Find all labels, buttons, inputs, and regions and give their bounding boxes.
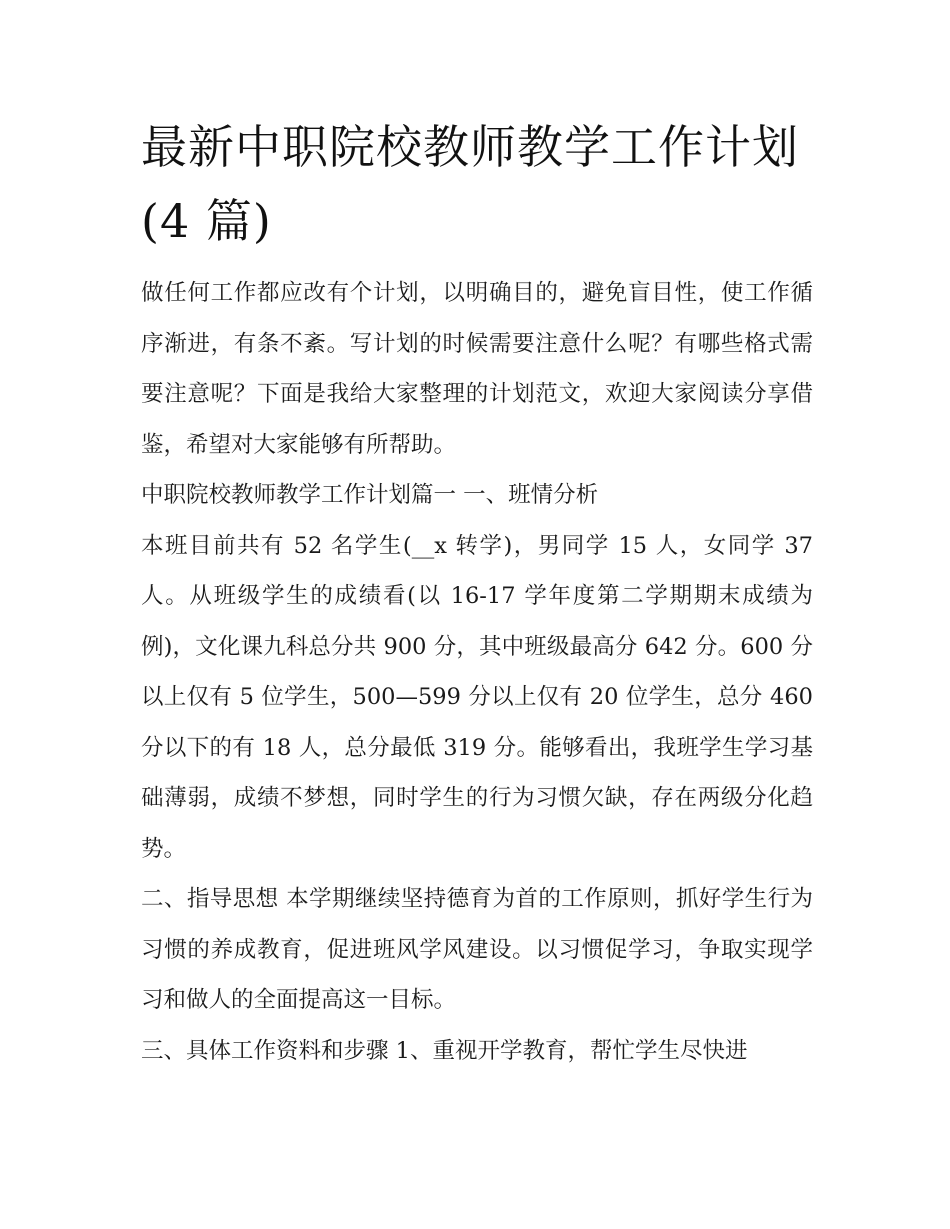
paragraph-class-analysis: 本班目前共有 52 名学生(__x 转学)，男同学 15 人，女同学 37 人。从班级学生的成绩看(以 16-17 学年度第二学期期末成绩为例)，文化课九科总分共 900 分，其中班级最高分 642 分。600 分以上仅有 5 位学生，500—599 分以上仅有 20 位学生，总分 460 分以下的有 18 人，总分最低 319 分。能够看出，我班学生学习基础薄弱，成绩不梦想，同时学生的行为习惯欠缺，存在两级分化趋势。 — [141, 532, 813, 862]
document-title: 最新中职院校教师教学工作计划(4 篇) — [141, 120, 799, 248]
paragraph-section-heading: 中职院校教师教学工作计划篇一 一、班情分析 — [141, 482, 599, 508]
document-body — [141, 268, 813, 1076]
paragraph-intro: 做任何工作都应改有个计划，以明确目的，避免盲目性，使工作循序渐进，有条不紊。写计划的时候需要注意什么呢？有哪些格式需要注意呢？下面是我给大家整理的计划范文，欢迎大家阅读分享借鉴，希望对大家能够有所帮助。 — [141, 280, 813, 458]
paragraph-work-steps: 三、具体工作资料和步骤 1、重视开学教育，帮忙学生尽快进 — [141, 1037, 748, 1064]
paragraph-guiding-thought: 二、指导思想 本学期继续坚持德育为首的工作原则，抓好学生行为习惯的养成教育，促进班风学风建设。以习惯促学习，争取实现学习和做人的全面提高这一目标。 — [141, 886, 813, 1013]
document-page — [141, 110, 813, 1076]
